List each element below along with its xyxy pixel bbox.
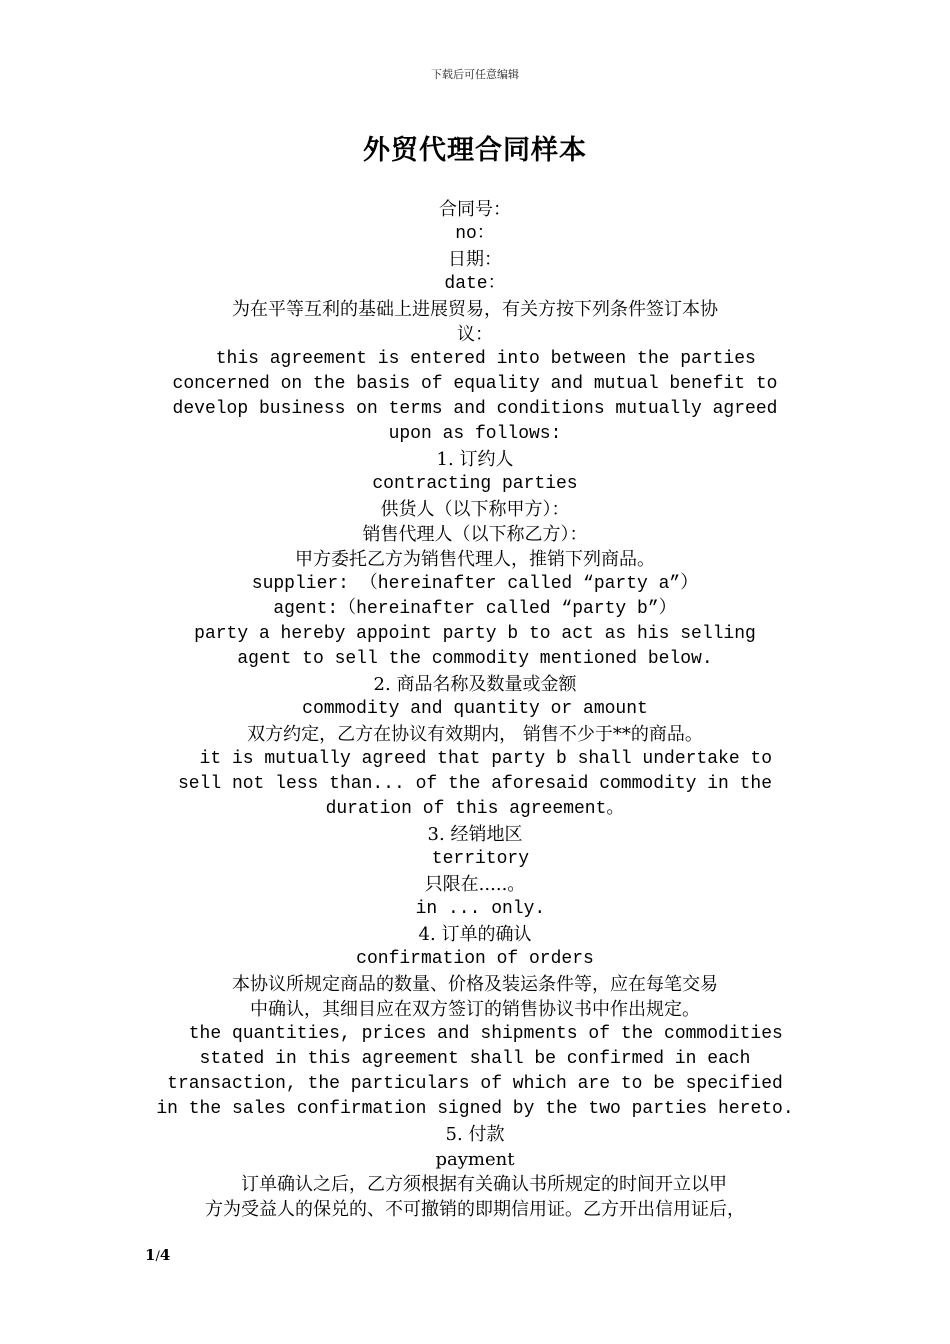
text-line: transaction, the particulars of which are to be specified xyxy=(167,1074,783,1094)
text-line: 中确认，其细目应在双方签订的销售协议书中作出规定。 xyxy=(250,999,700,1020)
text-line: concerned on the basis of equality and mutual benefit to xyxy=(172,374,778,394)
text-line: in ... only. xyxy=(404,899,546,919)
document-title: 外贸代理合同样本 xyxy=(363,135,587,166)
text-line: stated in this agreement shall be confirmed in each xyxy=(199,1049,751,1069)
text-line: 议： xyxy=(457,324,493,345)
text-line: 双方约定，乙方在协议有效期内， 销售不少于**的商品。 xyxy=(247,724,703,745)
page-number xyxy=(145,1246,170,1264)
page-separator: / xyxy=(155,1249,160,1264)
text-line: 供货人（以下称甲方）： xyxy=(380,499,570,520)
text-line: duration of this agreement。 xyxy=(325,799,625,819)
text-line: agent:（hereinafter called “party b”） xyxy=(273,599,677,619)
text-line: 本协议所规定商品的数量、价格及装运条件等，应在每笔交易 xyxy=(232,974,718,995)
text-line: 销售代理人（以下称乙方）： xyxy=(362,524,588,545)
text-line: in the sales confirmation signed by the two parties hereto. xyxy=(156,1099,794,1119)
page-header: 下载后可任意编辑 xyxy=(431,68,519,81)
text-line: this agreement is entered into between the parties xyxy=(194,349,756,369)
text-line: 只限在.....。 xyxy=(424,874,526,895)
text-line: commodity and quantity or amount xyxy=(302,699,648,719)
text-line: it is mutually agreed that party b shall undertake to xyxy=(177,749,773,769)
text-line: 方为受益人的保兑的、不可撤销的即期信用证。乙方开出信用证后， xyxy=(205,1199,745,1220)
text-line: the quantities, prices and shipments of the commodities xyxy=(167,1024,783,1044)
text-line: date： xyxy=(444,274,506,294)
text-line: agent to sell the commodity mentioned below. xyxy=(237,649,713,669)
text-line: develop business on terms and conditions mutually agreed xyxy=(172,399,778,419)
text-line: 订单确认之后，乙方须根据有关确认书所规定的时间开立以甲 xyxy=(223,1174,727,1195)
text-line: upon as follows: xyxy=(388,424,562,444)
page-total: 4 xyxy=(159,1246,171,1264)
text-line: contracting parties xyxy=(372,474,578,494)
text-line: confirmation of orders xyxy=(356,949,594,969)
text-line: no： xyxy=(455,224,495,244)
text-line: party a hereby appoint party b to act as his selling xyxy=(194,624,756,644)
text-line: sell not less than... of the aforesaid commodity in the xyxy=(177,774,773,794)
text-line: 为在平等互利的基础上进展贸易，有关方按下列条件签订本协 xyxy=(232,299,718,320)
text-line: 1. 订约人 xyxy=(436,449,514,470)
text-line: 2. 商品名称及数量或金额 xyxy=(373,674,577,695)
text-line: territory xyxy=(420,849,530,869)
document-body xyxy=(140,197,810,1222)
text-line: 合同号： xyxy=(439,199,511,220)
text-line: 5. 付款 xyxy=(445,1124,505,1145)
text-line: 3. 经销地区 xyxy=(427,824,523,845)
text-line: supplier: （hereinafter called “party a”） xyxy=(251,574,699,594)
text-line: 4. 订单的确认 xyxy=(418,924,532,945)
text-line: 日期： xyxy=(448,249,502,270)
text-line: payment xyxy=(435,1149,515,1170)
page-current: 1 xyxy=(145,1246,156,1264)
text-line: 甲方委托乙方为销售代理人，推销下列商品。 xyxy=(295,549,655,570)
